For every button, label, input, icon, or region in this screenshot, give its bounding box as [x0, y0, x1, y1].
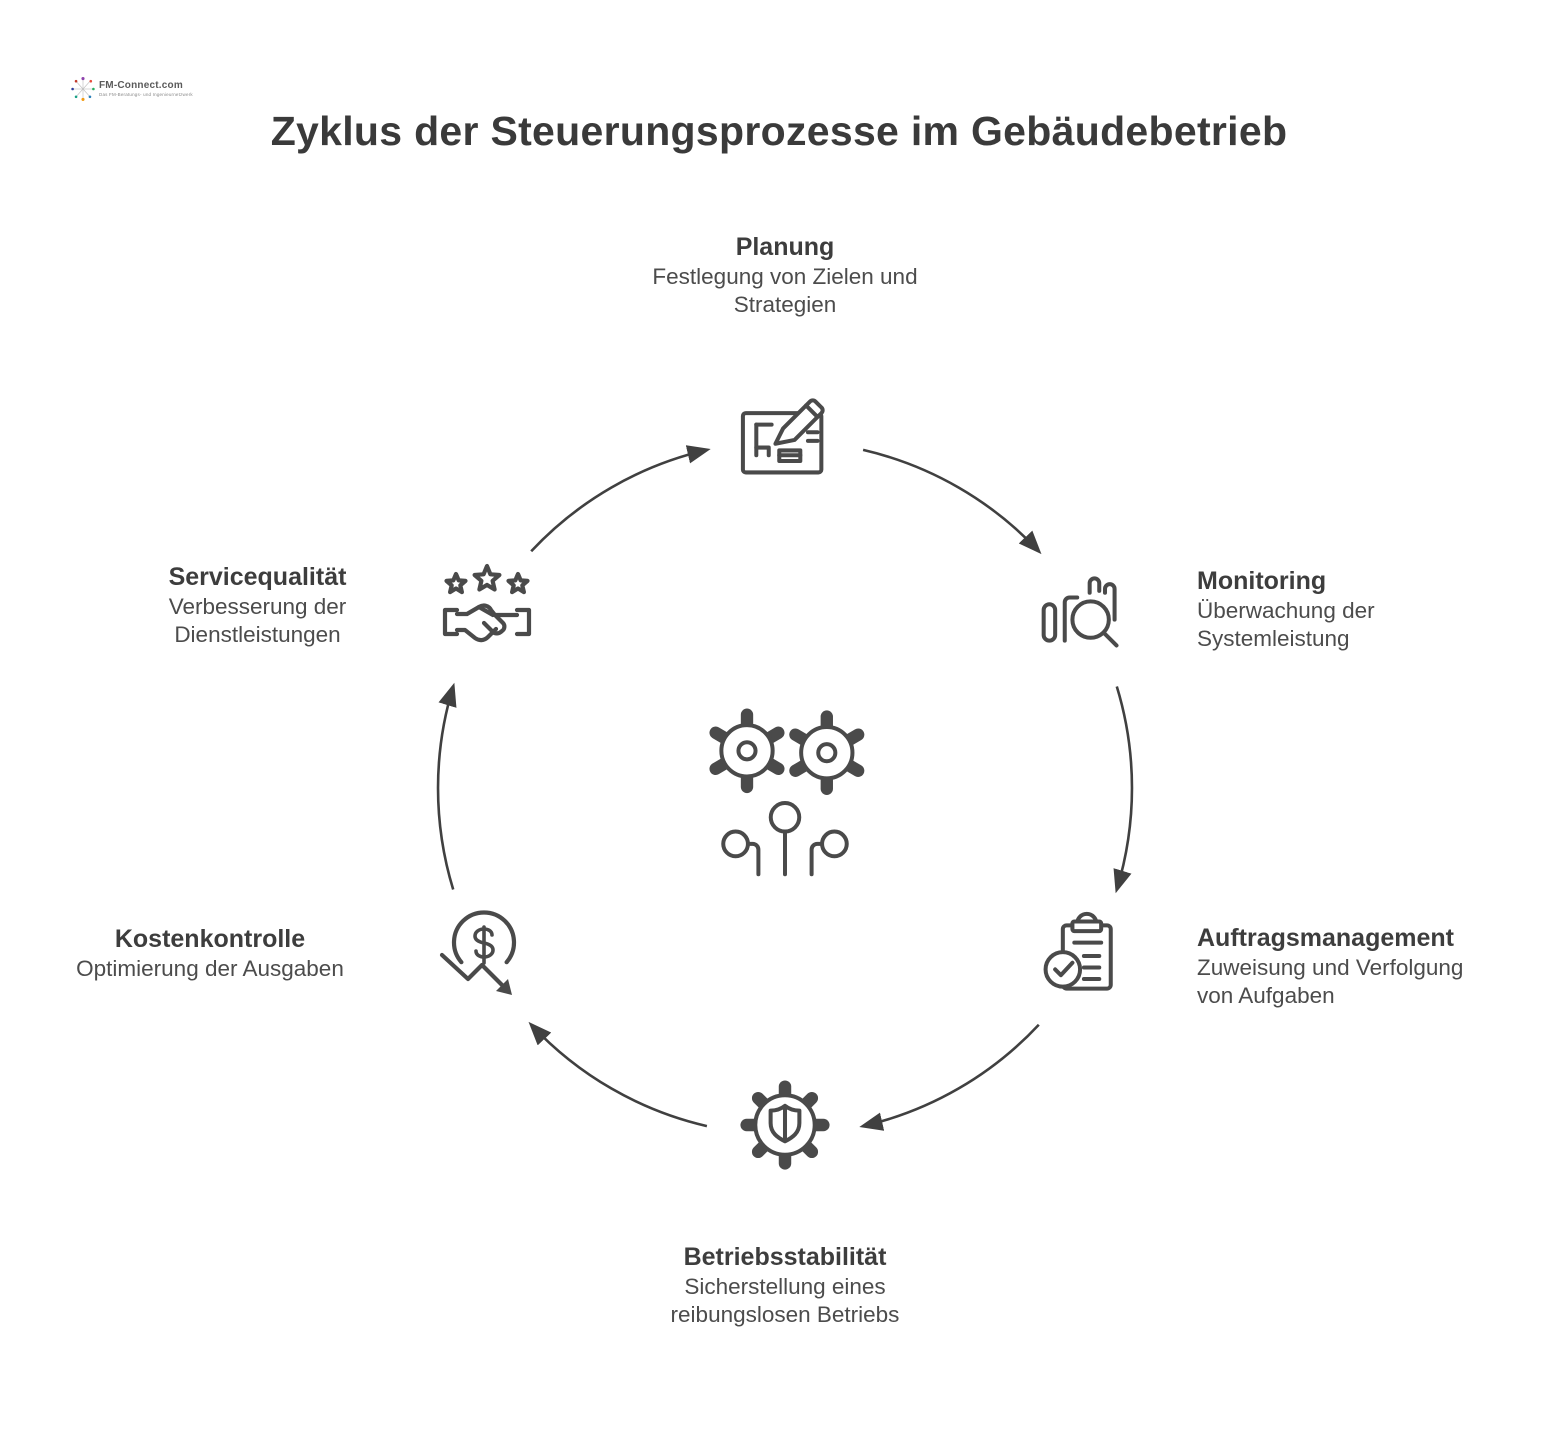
- bar-chart-magnifier-icon: [1036, 564, 1128, 656]
- node-planung-title: Planung: [735, 233, 835, 261]
- node-betriebsstabilitaet-desc: Sicherstellung eines reibungslosen Betriebs: [670, 1274, 900, 1327]
- node-betriebsstabilitaet: [535, 1242, 1035, 1329]
- logo-brand-text: FM-Connect.com: [99, 80, 183, 91]
- node-auftragsmanagement: [1197, 923, 1557, 1010]
- arrow-service-to-planung: [531, 450, 707, 551]
- arrow-planung-to-monitoring: [863, 450, 1039, 551]
- blueprint-pencil-icon: [737, 394, 833, 482]
- arrow-kosten-to-service: [438, 687, 453, 890]
- node-monitoring: [1197, 566, 1537, 653]
- stars-handshake-icon: [437, 562, 537, 654]
- node-auftragsmanagement-desc: Zuweisung und Verfolgung von Aufgaben: [1197, 955, 1464, 1008]
- gears-automation-icon: [690, 690, 880, 880]
- node-planung-desc: Festlegung von Zielen und Strategien: [652, 264, 918, 317]
- logo-tagline-text: Das FM-Beratungs- und Ingenieurnetzwerk: [99, 92, 193, 97]
- node-kostenkontrolle-desc: Optimierung der Ausgaben: [76, 956, 344, 981]
- node-monitoring-desc: Überwachung der Systemleistung: [1197, 598, 1375, 651]
- node-monitoring-title: Monitoring: [1197, 567, 1327, 595]
- gear-shield-icon: [739, 1079, 831, 1171]
- node-auftragsmanagement-title: Auftragsmanagement: [1197, 924, 1454, 952]
- clipboard-check-icon: [1036, 910, 1128, 1002]
- arrow-monitoring-to-auftrag: [1117, 687, 1132, 890]
- node-servicequalitaet-desc: Verbesserung der Dienstleistungen: [168, 594, 347, 647]
- node-planung: [535, 232, 1035, 319]
- dollar-decrease-icon: [436, 903, 532, 999]
- node-kostenkontrolle: [55, 924, 365, 983]
- node-servicequalitaet-title: Servicequalität: [168, 563, 347, 591]
- arrow-auftrag-to-betrieb: [863, 1025, 1039, 1126]
- node-betriebsstabilitaet-title: Betriebsstabilität: [683, 1243, 887, 1271]
- page-title: Zyklus der Steuerungsprozesse im Gebäudebetrieb: [270, 108, 1288, 154]
- node-servicequalitaet: [95, 562, 420, 649]
- arrow-betrieb-to-kosten: [531, 1025, 707, 1126]
- node-kostenkontrolle-title: Kostenkontrolle: [114, 925, 306, 953]
